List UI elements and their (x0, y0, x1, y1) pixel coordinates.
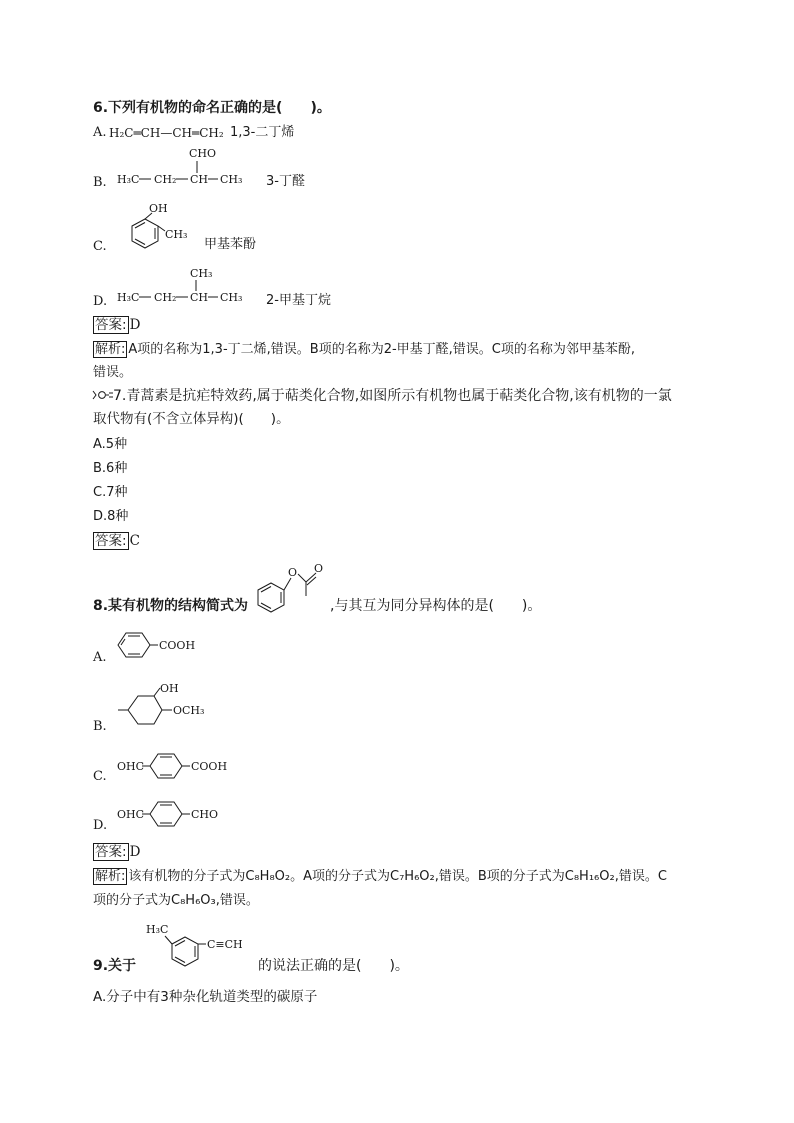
q6-option-b-label: B. (93, 175, 107, 190)
q7-stem-line1: 7.青蒿素是抗疟特效药,属于萜类化合物,如图所示有机物也属于萜类化合物,该有机物的一氯 (113, 388, 672, 404)
group-och3: OCH₃ (173, 704, 205, 717)
q6-option-a-name: 1,3-二丁烯 (230, 125, 295, 140)
group-ch3: CH₃ (190, 267, 213, 280)
q6-option-c-structure (112, 200, 192, 256)
q6-analysis (93, 341, 635, 359)
q6-option-a-formula: H₂C═CH—CH═CH₂ (109, 126, 224, 140)
q6-option-d-label: D. (93, 294, 108, 309)
group-o-ester: O (288, 566, 298, 579)
group-ch: CH (190, 173, 209, 186)
q6-stem: 6.下列有机物的命名正确的是( )。 (93, 100, 331, 116)
q8-option-c-structure (112, 748, 252, 784)
group-cho: CHO (191, 808, 219, 821)
q7-option-d: D.8种 (93, 509, 129, 524)
group-ohc: OHC (117, 760, 145, 773)
q9-option-a: A.分子中有3种杂化轨道类型的碳原子 (93, 989, 318, 1005)
q8-option-c-label: C. (93, 769, 107, 784)
q6-option-d-structure (112, 263, 252, 309)
q8-stem-suffix: ,与其互为同分异构体的是( )。 (330, 598, 542, 614)
q8-analysis-line1: 该有机物的分子式为C₈H₈O₂。A项的分子式为C₇H₆O₂,错误。B项的分子式为C₈H₁₆O₂,错误。C (128, 869, 667, 884)
group-ch: CH (190, 291, 209, 304)
group-o-carbonyl: O (314, 562, 324, 575)
q6-option-c-name: 甲基苯酚 (204, 237, 257, 252)
group-cho: CHO (189, 147, 217, 160)
q8-option-b-label: B. (93, 719, 107, 734)
q6-option-b-name: 3-丁醛 (266, 174, 305, 189)
answer-tag: 答案: (95, 844, 127, 860)
group-h3c: H₃C (117, 291, 140, 304)
q7-option-c: C.7种 (93, 485, 128, 500)
group-ch2: CH₂ (154, 291, 177, 304)
q8-option-a-structure (112, 628, 212, 662)
group-h3c: H₃C (117, 173, 140, 186)
q8-analysis (93, 868, 667, 886)
group-cooh: COOH (159, 639, 196, 652)
q8-option-d-structure (112, 796, 252, 832)
group-ch3-right: CH₃ (220, 291, 243, 304)
q9-stem-prefix: 9.关于 (93, 958, 137, 974)
group-ch3: CH₃ (165, 228, 188, 241)
answer-tag: 答案: (95, 317, 127, 333)
q8-option-b-structure (112, 680, 222, 732)
q7-stem-line2: 取代物有(不含立体异构)( )。 (93, 411, 290, 427)
group-oh: OH (160, 682, 179, 695)
q8-option-d-label: D. (93, 818, 108, 833)
answer-tag: 答案: (95, 533, 127, 549)
analysis-tag: 解析: (95, 342, 126, 357)
group-cooh: COOH (191, 760, 228, 773)
group-ch3: CH₃ (220, 173, 243, 186)
q7-answer (93, 532, 140, 550)
q6-analysis-line2: 错误。 (93, 365, 133, 380)
q6-analysis-line1: A项的名称为1,3-丁二烯,错误。B项的名称为2-甲基丁醛,错误。C项的名称为邻甲基苯酚, (128, 342, 636, 357)
group-oh: OH (149, 202, 168, 215)
q6-option-d-name: 2-甲基丁烷 (266, 293, 331, 308)
q7-option-a: A.5种 (93, 437, 128, 452)
answer-value: D (129, 844, 141, 860)
q9-stem-suffix: 的说法正确的是( )。 (258, 958, 409, 974)
analysis-tag: 解析: (95, 869, 126, 884)
group-h3c: H₃C (146, 923, 169, 936)
group-ch2: CH₂ (154, 173, 177, 186)
group-ethynyl: C≡CH (207, 938, 243, 951)
answer-value: D (129, 317, 141, 333)
q8-option-a-label: A. (93, 650, 107, 665)
q8-stem-prefix: 8.某有机物的结构简式为 (93, 598, 249, 614)
q8-stem-structure (254, 560, 334, 616)
q6-option-a-label: A. (93, 125, 107, 140)
q6-option-b-structure (112, 143, 252, 191)
q6-option-c-label: C. (93, 239, 107, 254)
group-ohc: OHC (117, 808, 145, 821)
answer-value: C (129, 533, 140, 549)
q9-stem-structure (140, 920, 260, 974)
q8-analysis-line2: 项的分子式为C₈H₆O₃,错误。 (93, 893, 259, 908)
q6-answer (93, 316, 140, 334)
q8-answer (93, 843, 140, 861)
q7-option-b: B.6种 (93, 461, 128, 476)
q7-inline-structure (92, 386, 114, 404)
